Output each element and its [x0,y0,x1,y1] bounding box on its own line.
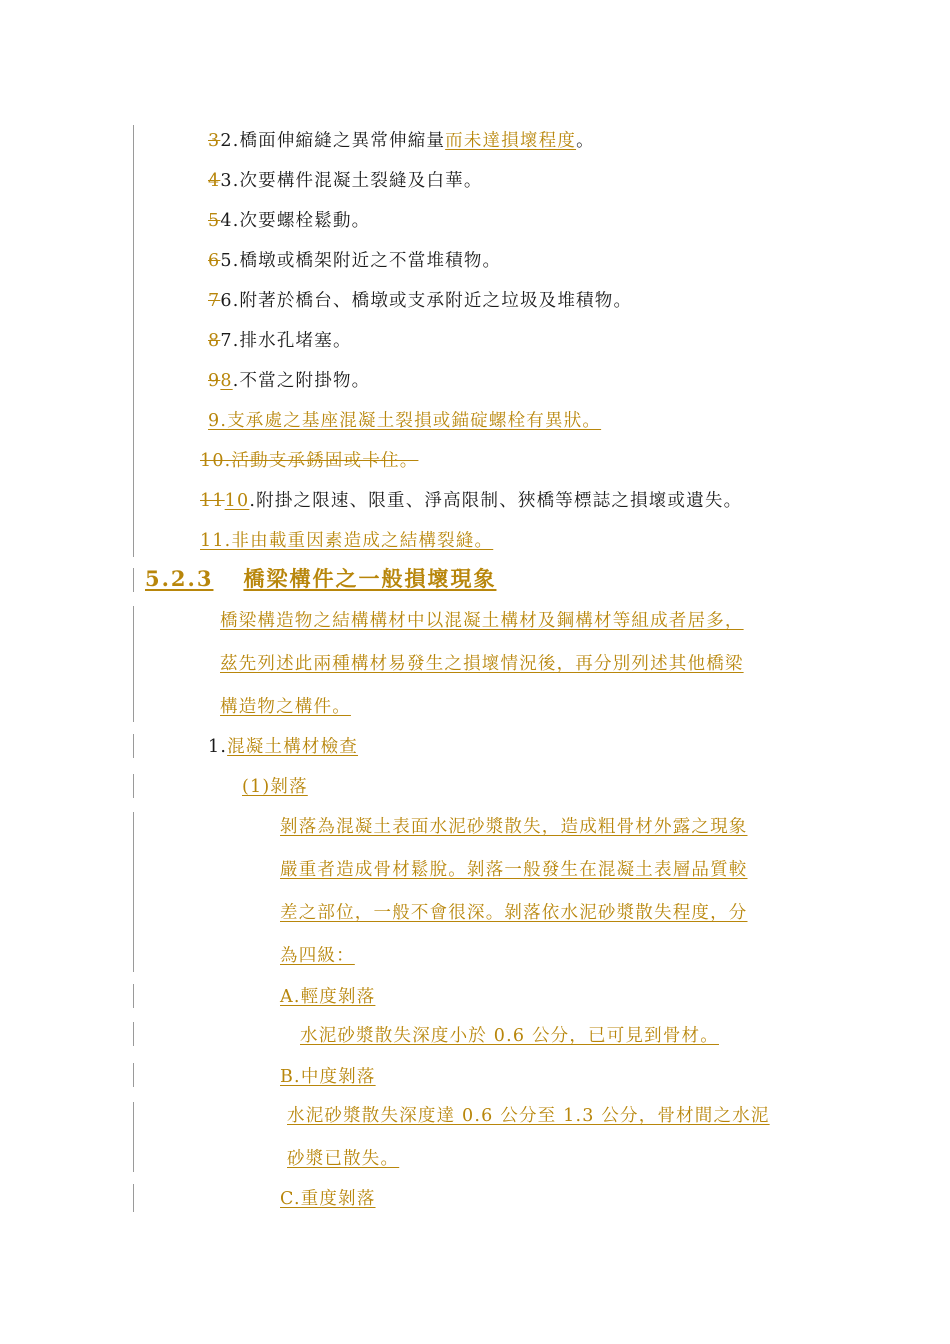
spalling-paragraph-line: 為四級： [280,946,355,966]
item-number: 3 [220,171,233,191]
deleted-number: 4 [208,171,221,191]
list-item [208,288,632,314]
item-number: 5 [220,251,233,271]
change-bar [133,125,134,557]
change-bar [133,1184,134,1212]
level-a-desc: 水泥砂漿散失深度小於 0.6 公分，已可見到骨材。 [300,1026,719,1046]
list-item [208,168,483,194]
item-number: 6 [220,291,233,311]
level-c-title: C.重度剝落 [280,1189,376,1209]
subsection-heading [208,734,358,760]
section-number: 5.2.3 [145,566,214,591]
change-bar [133,1063,134,1087]
item-number: 7 [220,331,233,351]
section-heading [145,566,496,592]
item-text: .橋墩或橋架附近之不當堆積物。 [232,251,502,271]
change-bar [133,812,134,972]
deleted-number: 5 [208,211,221,231]
deleted-number: 8 [208,331,221,351]
subsection-title: 混凝土構材檢查 [227,737,359,757]
level-a-title: A.輕度剝落 [280,987,376,1007]
level-b-title: B.中度剝落 [280,1067,376,1087]
section-title: 橋梁構件之一般損壞現象 [243,566,497,591]
change-bar [133,984,134,1008]
change-bar [133,1102,134,1172]
inserted-number: 10 [224,491,250,511]
subsection-prefix: 1. [208,737,228,757]
deleted-number: 7 [208,291,221,311]
list-item [208,368,370,394]
intro-line: 茲先列述此兩種構材易發生之損壞情況後，再分別列述其他橋梁 [220,654,744,674]
item-number: 2 [220,131,233,151]
spalling-paragraph-line: 差之部位，一般不會很深。剝落依水泥砂漿散失程度，分 [280,903,748,923]
change-bar [133,774,134,798]
spalling-paragraph-line: 嚴重者造成骨材鬆脫。剝落一般發生在混凝土表層品質較 [280,860,748,880]
change-bar [133,1022,134,1046]
spalling-paragraph-line: 剝落為混凝土表面水泥砂漿散失，造成粗骨材外露之現象 [280,817,748,837]
intro-line: 構造物之構件。 [220,697,351,717]
list-item [208,328,352,354]
deleted-item-10: 10.活動支承銹固或卡住。 [200,451,419,471]
level-b-desc: 砂漿已散失。 [287,1149,400,1169]
list-item [200,488,742,514]
item-text: .排水孔堵塞。 [232,331,352,351]
inserted-item-11: 11.非由載重因素造成之結構裂縫。 [200,531,494,551]
sub-heading-spalling: (1)剝落 [242,777,308,797]
inserted-number: 8 [220,371,233,391]
item-text: .次要螺栓鬆動。 [232,211,371,231]
deleted-number: 11 [200,491,225,511]
change-bar [133,734,134,758]
item-tail: 。 [576,131,595,151]
item-text: .不當之附掛物。 [232,371,371,391]
item-text: .附著於橋台、橋墩或支承附近之垃圾及堆積物。 [232,291,633,311]
item-text: .次要構件混凝土裂縫及白華。 [232,171,483,191]
deleted-number: 3 [208,131,221,151]
list-item [208,208,370,234]
deleted-number: 6 [208,251,221,271]
list-item [208,128,595,154]
intro-line: 橋梁構造物之結構構材中以混凝土構材及鋼構材等組成者居多， [220,611,744,631]
item-number: 4 [220,211,233,231]
level-b-desc: 水泥砂漿散失深度達 0.6 公分至 1.3 公分，骨材間之水泥 [287,1106,770,1126]
inserted-text: 而未達損壞程度 [445,131,577,151]
item-text: .附掛之限速、限重、淨高限制、狹橋等標誌之損壞或遺失。 [249,491,743,511]
deleted-number: 9 [208,371,221,391]
inserted-item-9: 9.支承處之基座混凝土裂損或錨碇螺栓有異狀。 [208,411,602,431]
change-bar [133,606,134,722]
item-text: .橋面伸縮縫之異常伸縮量 [232,131,446,151]
change-bar [133,568,134,592]
list-item [208,248,501,274]
